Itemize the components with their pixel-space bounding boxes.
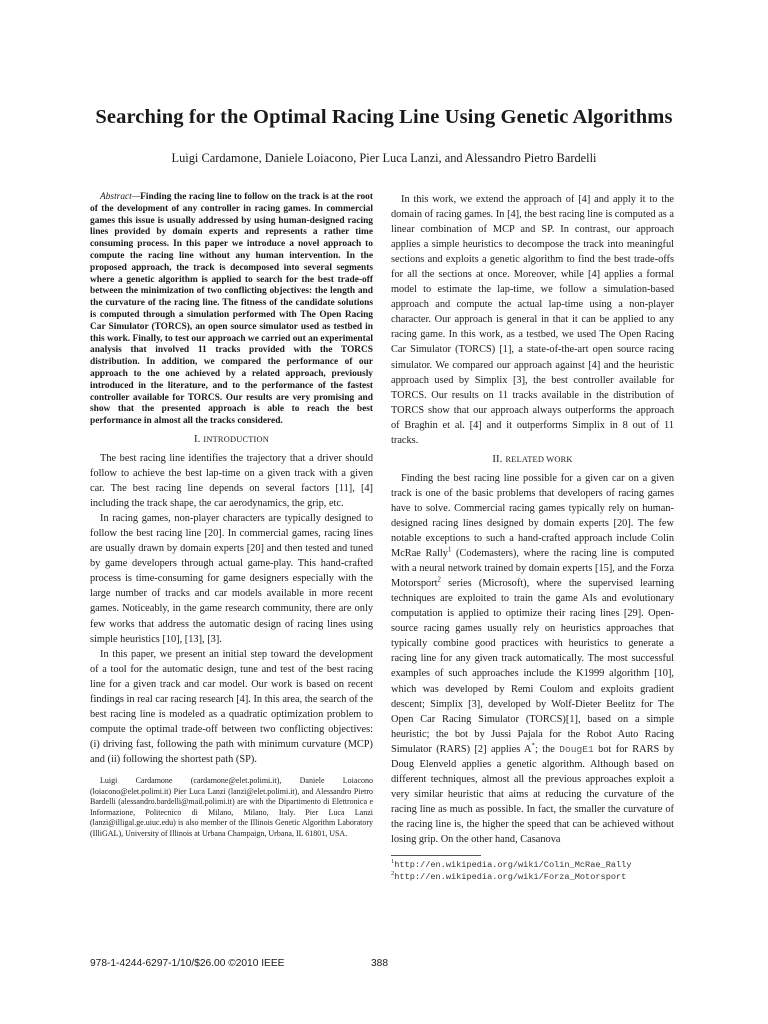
paper-title: Searching for the Optimal Racing Line Using Genetic Algorithms: [95, 106, 673, 128]
related-work-paragraph: Finding the best racing line possible for a given car on a given track is one of the basic problems that developers of racing games have to solve. Commercial racing games typically rely on human-designed racing lines designed by domain experts [20]. The few notable exceptions to such a hand-crafted approach include Colin McRae Rally$^1$ (Codemasters), where the racing line is computed with a neural network trained by domain experts [15], and the Forza Motorsport$^2$ series (Microsoft), where the supervised learning techniques are exploited to train the game AIs and evolutionary computation is applied to optimize their racing lines [29]. Open-source racing games usually rely on heuristics approaches that typically combine good practices with heuristics to generate a racing line for any given track automatically. The most successful examples of such approaches include the K1999 algorithm [10], which was developed by Remi Coulom and exploits gradient descent; Simplix [3], developed by Wolf-Dieter Beelitz for The Open Car Racing Simulator (TORCS)[1], based on a simple heuristic; the bot by Jussi Pajala for the Robot Auto Racing Simulator (RARS) [2] applies A*; the DougE1 bot for RARS by Doug Elenveld applies a genetic algorithm. Although based on different techniques, almost all the previous approaches exploit a very similar heuristic that aims at reducing the curvature of the racing line as much as possible. In fact, the smaller the curvature of the racing line is, the higher the speed that can be achieved without losing grip. On the other hand, Casanova: [391, 472, 674, 845]
section-numeral: I.: [193, 433, 201, 445]
section-heading-introduction: [90, 432, 373, 447]
astar-mark: *: [531, 742, 535, 750]
affiliation-footnote: [90, 776, 373, 840]
footnote-2-url[interactable]: http://en.wikipedia.org/wiki/Forza_Motorsport: [394, 872, 627, 883]
dougel-code: DougE1: [559, 743, 594, 755]
section-heading-related-work: [391, 452, 674, 467]
right-column: [391, 192, 674, 883]
intro-paragraph-2: In racing games, non-player characters are typically designed to follow the best racing line [20]. In commercial games, racing lines are usually drawn by domain experts [20] and then tested and tuned by game developers through actual game-play. This hand-crafted process is time-consuming for game designers especially with the large number of tracks and car models available in more recent games. Noticeably, in the game research community, there are only few works that address the automatic design of racing lines using simple heuristics [10], [13], [3].: [90, 513, 373, 645]
left-column: [90, 192, 373, 840]
author-list: Luigi Cardamone, Daniele Loiacono, Pier Luca Lanzi, and Alessandro Pietro Bardelli: [171, 151, 597, 165]
footnote-1-url[interactable]: http://en.wikipedia.org/wiki/Colin_McRae_Rally: [394, 860, 632, 871]
intro-paragraph-4: In this work, we extend the approach of [4] and apply it to the domain of racing games. In [4], the best racing line is computed as a linear combination of MCP and SP. In contrast, our approach applies a simple heuristics to decompose the track into meaningful sections and exploits a genetic algorithm to find the best trade-offs for all the sections at once. Moreover, while [4] applies a formal model to estimate the lap-time, we follow a simulation-based approach and compute the actual lap-time using a non-player character. Our approach is general in that it can be applied to any racing game. In this work, as a testbed, we used The Open Racing Car Simulator (TORCS) [1], a state-of-the-art open source racing simulator. We compared our approach against [4] and the heuristic approach used by Simplix [3], the best controller available for TORCS. Our results on 11 tracks available in the distribution of TORCS show that our approach always outperforms the approach of Braghin et al. [4] and it outperforms Simplix in 8 out of 11 tracks.: [391, 194, 674, 446]
section-numeral: II.: [492, 453, 503, 465]
abstract-label: Abstract: [100, 192, 132, 202]
footnote-2: $^2$http://en.wikipedia.org/wiki/Forza_Motorsport: [391, 870, 627, 883]
footnote-ref-1: 1: [447, 546, 452, 554]
footnote-1: $^1$http://en.wikipedia.org/wiki/Colin_McRae_Rally: [391, 858, 632, 871]
page-number: 388: [371, 958, 388, 969]
section-title: INTRODUCTION: [203, 434, 270, 444]
abstract: Abstract—Finding the racing line to follow on the track is at the root of the development of any controller in racing games. In commercial games this issue is usually addressed by using human-designed racing lines provided by domain experts and represents a rather time consuming process. In this paper we introduce a novel approach to compute the racing line without any human intervention. In the proposed approach, the track is decomposed into several segments where a genetic algorithm is applied to search for the best trade-off between the minimization of two conflicting objectives: the length and the curvature of the racing line. The fitness of the candidate solutions is computed through a simulation performed with The Open Racing Car Simulator (TORCS), an open source simulator used as testbed in this work. Finally, to test our approach we carried out an experimental analysis that involved 11 tracks provided with the TORCS distribution. In addition, we compared the performance of our approach to the one achieved by a related approach, previously introduced in the literature, and to the performance of the fastest controller available for TORCS. Our results are very promising and show that the presented approach is able to reach the best performance in almost all the tracks considered.: [90, 192, 373, 427]
abstract-text: Finding the racing line to follow on the track is at the root of the development of any controller in racing games. In commercial games this issue is usually addressed by using human-designed racing lines provided by domain experts and represents a rather time consuming process. In this paper we introduce a novel approach to compute the racing line without any human intervention. In the proposed approach, the track is decomposed into several segments where a genetic algorithm is applied to search for the best trade-off between the minimization of two conflicting objectives: the length and the curvature of the racing line. The fitness of the candidate solutions is computed through a simulation performed with The Open Racing Car Simulator (TORCS), an open source simulator used as testbed in this work. Finally, to test our approach we carried out an experimental analysis that involved 11 tracks provided with the TORCS distribution. In addition, we compared the performance of our approach to the one achieved by a related approach, previously introduced in the literature, and to the performance of the fastest controller available for TORCS. Our results are very promising and show that the presented approach is able to reach the best performance in almost all the tracks considered.: [90, 192, 373, 427]
footer-copyright: 978-1-4244-6297-1/10/$26.00 ©2010 IEEE: [90, 958, 285, 969]
intro-paragraph-1: The best racing line identifies the trajectory that a driver should follow to achieve the best lap-time on a given track with a given car. The best racing line depends on several factors [11], [4] including the track shape, the car aerodynamics, the grip, etc.: [90, 452, 373, 510]
footnote-ref-2: 2: [437, 576, 441, 584]
intro-paragraph-3: In this paper, we present an initial step toward the development of a tool for the automatic design, tune and test of the best racing line for a given track and car model. Our work is based on recent findings in real car racing research [4]. In this area, the search of the best racing line is modeled as a quadratic optimization problem to compute the optimal trade-off between two conflicting objectives: (i) driving fast, following the path with minimum curvature (MCP) and (ii) following the shortest path (SP).: [90, 648, 373, 765]
affiliation-text: Luigi Cardamone (cardamone@elet.polimi.it), Daniele Loiacono (loiacono@elet.polimi.it) Pier Luca Lanzi (lanzi@elet.polimi.it), and Alessandro Pietro Bardelli (alessandro.bardelli@mail.polimi.it) are with the Dipartimento di Elettronica e Informazione, Politecnico di Milano, Milano, Italy. Pier Luca Lanzi (lanzi@illigal.ge.uiuc.edu) is also member of the Illinois Genetic Algorithm Laboratory (IlliGAL), University of Illinois at Urbana Champaign, Urbana, IL 61801, USA.: [90, 775, 373, 838]
section-title: RELATED WORK: [505, 454, 573, 464]
footnote-divider: [391, 855, 481, 856]
